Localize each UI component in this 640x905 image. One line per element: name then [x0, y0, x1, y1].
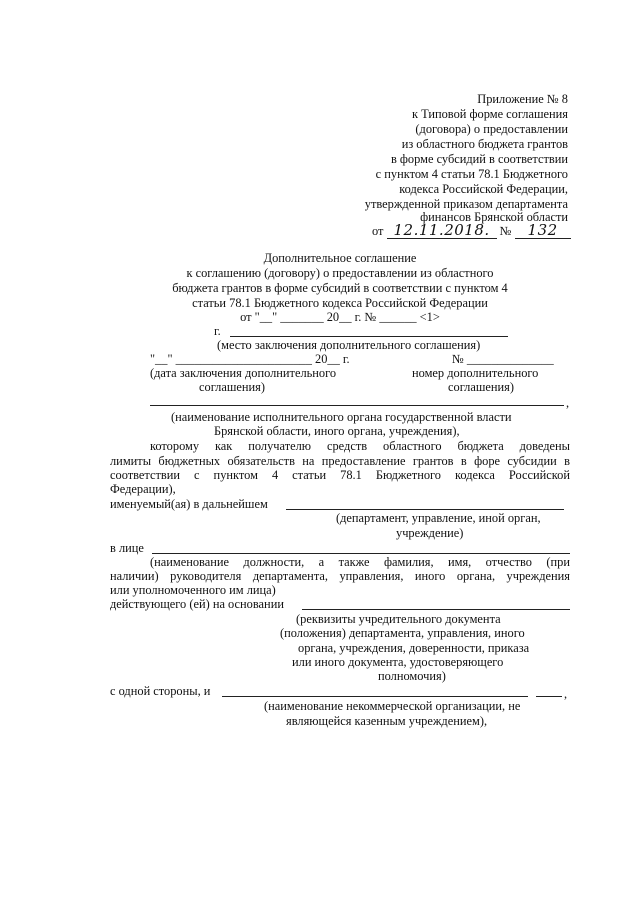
date-prefix: от	[372, 224, 384, 238]
title-line: бюджета грантов в форме субсидий в соответствии с пунктом 4	[172, 281, 508, 295]
appendix-line: (договора) о предоставлении	[415, 122, 568, 136]
person-input-line[interactable]	[152, 553, 570, 554]
number-caption: соглашения)	[448, 380, 514, 394]
date-caption: (дата заключения дополнительного	[150, 366, 337, 380]
person-caption: или уполномоченного им лица)	[110, 583, 276, 597]
basis-input-line[interactable]	[302, 609, 570, 610]
agreement-date-field[interactable]: "__" ______________________ 20__ г.	[150, 352, 350, 366]
appendix-line: утвержденной приказом департамента	[364, 197, 568, 211]
number-label: №	[499, 224, 512, 238]
recipient-paragraph: соответствии с пунктом 4 статьи 78.1 Бюджетного кодекса Российской	[110, 468, 570, 482]
party-input-line-short[interactable]	[536, 696, 562, 697]
executive-caption: Брянской области, иного органа, учреждения),	[214, 424, 460, 438]
agreement-number-field[interactable]: № ______________	[452, 352, 554, 366]
executive-input-line[interactable]	[150, 405, 564, 406]
party-caption: (наименование некоммерческой организации, не	[264, 699, 521, 713]
named-label: именуемый(ая) в дальнейшем	[110, 497, 268, 511]
person-caption: наличии) руководителя департамента, управления, иного органа, учреждения	[110, 569, 570, 583]
person-label: в лице	[110, 541, 144, 555]
recipient-paragraph: которому как получателю средств областного бюджета доведены	[150, 439, 570, 453]
appendix-line: кодекса Российской Федерации,	[399, 182, 568, 196]
appendix-date-row	[372, 223, 571, 239]
title-line: статьи 78.1 Бюджетного кодекса Российской Федерации	[192, 296, 488, 310]
executive-caption: (наименование исполнительного органа государственной власти	[171, 410, 512, 424]
handwritten-date: 12.11.2018.	[387, 223, 497, 239]
appendix-line: к Типовой форме соглашения	[411, 107, 568, 121]
party-comma: ,	[564, 687, 568, 701]
appendix-line: с пунктом 4 статьи 78.1 Бюджетного	[375, 167, 568, 181]
party-label: с одной стороны, и	[110, 684, 211, 698]
title-line: к соглашению (договору) о предоставлении из областного	[186, 266, 494, 280]
person-caption: (наименование должности, а также фамилия, имя, отчество (при	[150, 555, 570, 569]
named-caption: учреждение)	[396, 526, 464, 540]
appendix-line: из областного бюджета грантов	[401, 137, 568, 151]
basis-caption: или иного документа, удостоверяющего	[292, 655, 504, 669]
place-caption: (место заключения дополнительного соглашения)	[217, 338, 481, 352]
basis-caption: (реквизиты учредительного документа	[296, 612, 501, 626]
title-date-number: от "__" _______ 20__ г. № ______ <1>	[240, 310, 440, 324]
place-input-line[interactable]	[230, 336, 508, 337]
date-caption: соглашения)	[199, 380, 265, 394]
handwritten-number: 132	[515, 223, 571, 239]
party-input-line[interactable]	[222, 696, 528, 697]
appendix-line: в форме субсидий в соответствии	[390, 152, 568, 166]
appendix-line: Приложение № 8	[477, 92, 568, 106]
basis-caption: (положения) департамента, управления, иного	[280, 626, 525, 640]
named-caption: (департамент, управление, иной орган,	[336, 511, 541, 525]
recipient-paragraph: лимиты бюджетных обязательств на предоставление грантов в форе субсидии в	[110, 454, 570, 468]
recipient-paragraph: Федерации),	[110, 482, 176, 496]
place-prefix: г.	[214, 324, 221, 338]
appendix-line: финансов Брянской области	[420, 210, 568, 224]
basis-label: действующего (ей) на основании	[110, 597, 284, 611]
title-line: Дополнительное соглашение	[263, 251, 417, 265]
basis-caption: органа, учреждения, доверенности, приказа	[298, 641, 530, 655]
executive-comma: ,	[566, 396, 570, 410]
basis-caption: полномочия)	[378, 669, 446, 683]
party-caption: являющейся казенным учреждением),	[286, 714, 488, 728]
number-caption: номер дополнительного	[412, 366, 539, 380]
named-input-line[interactable]	[286, 509, 564, 510]
